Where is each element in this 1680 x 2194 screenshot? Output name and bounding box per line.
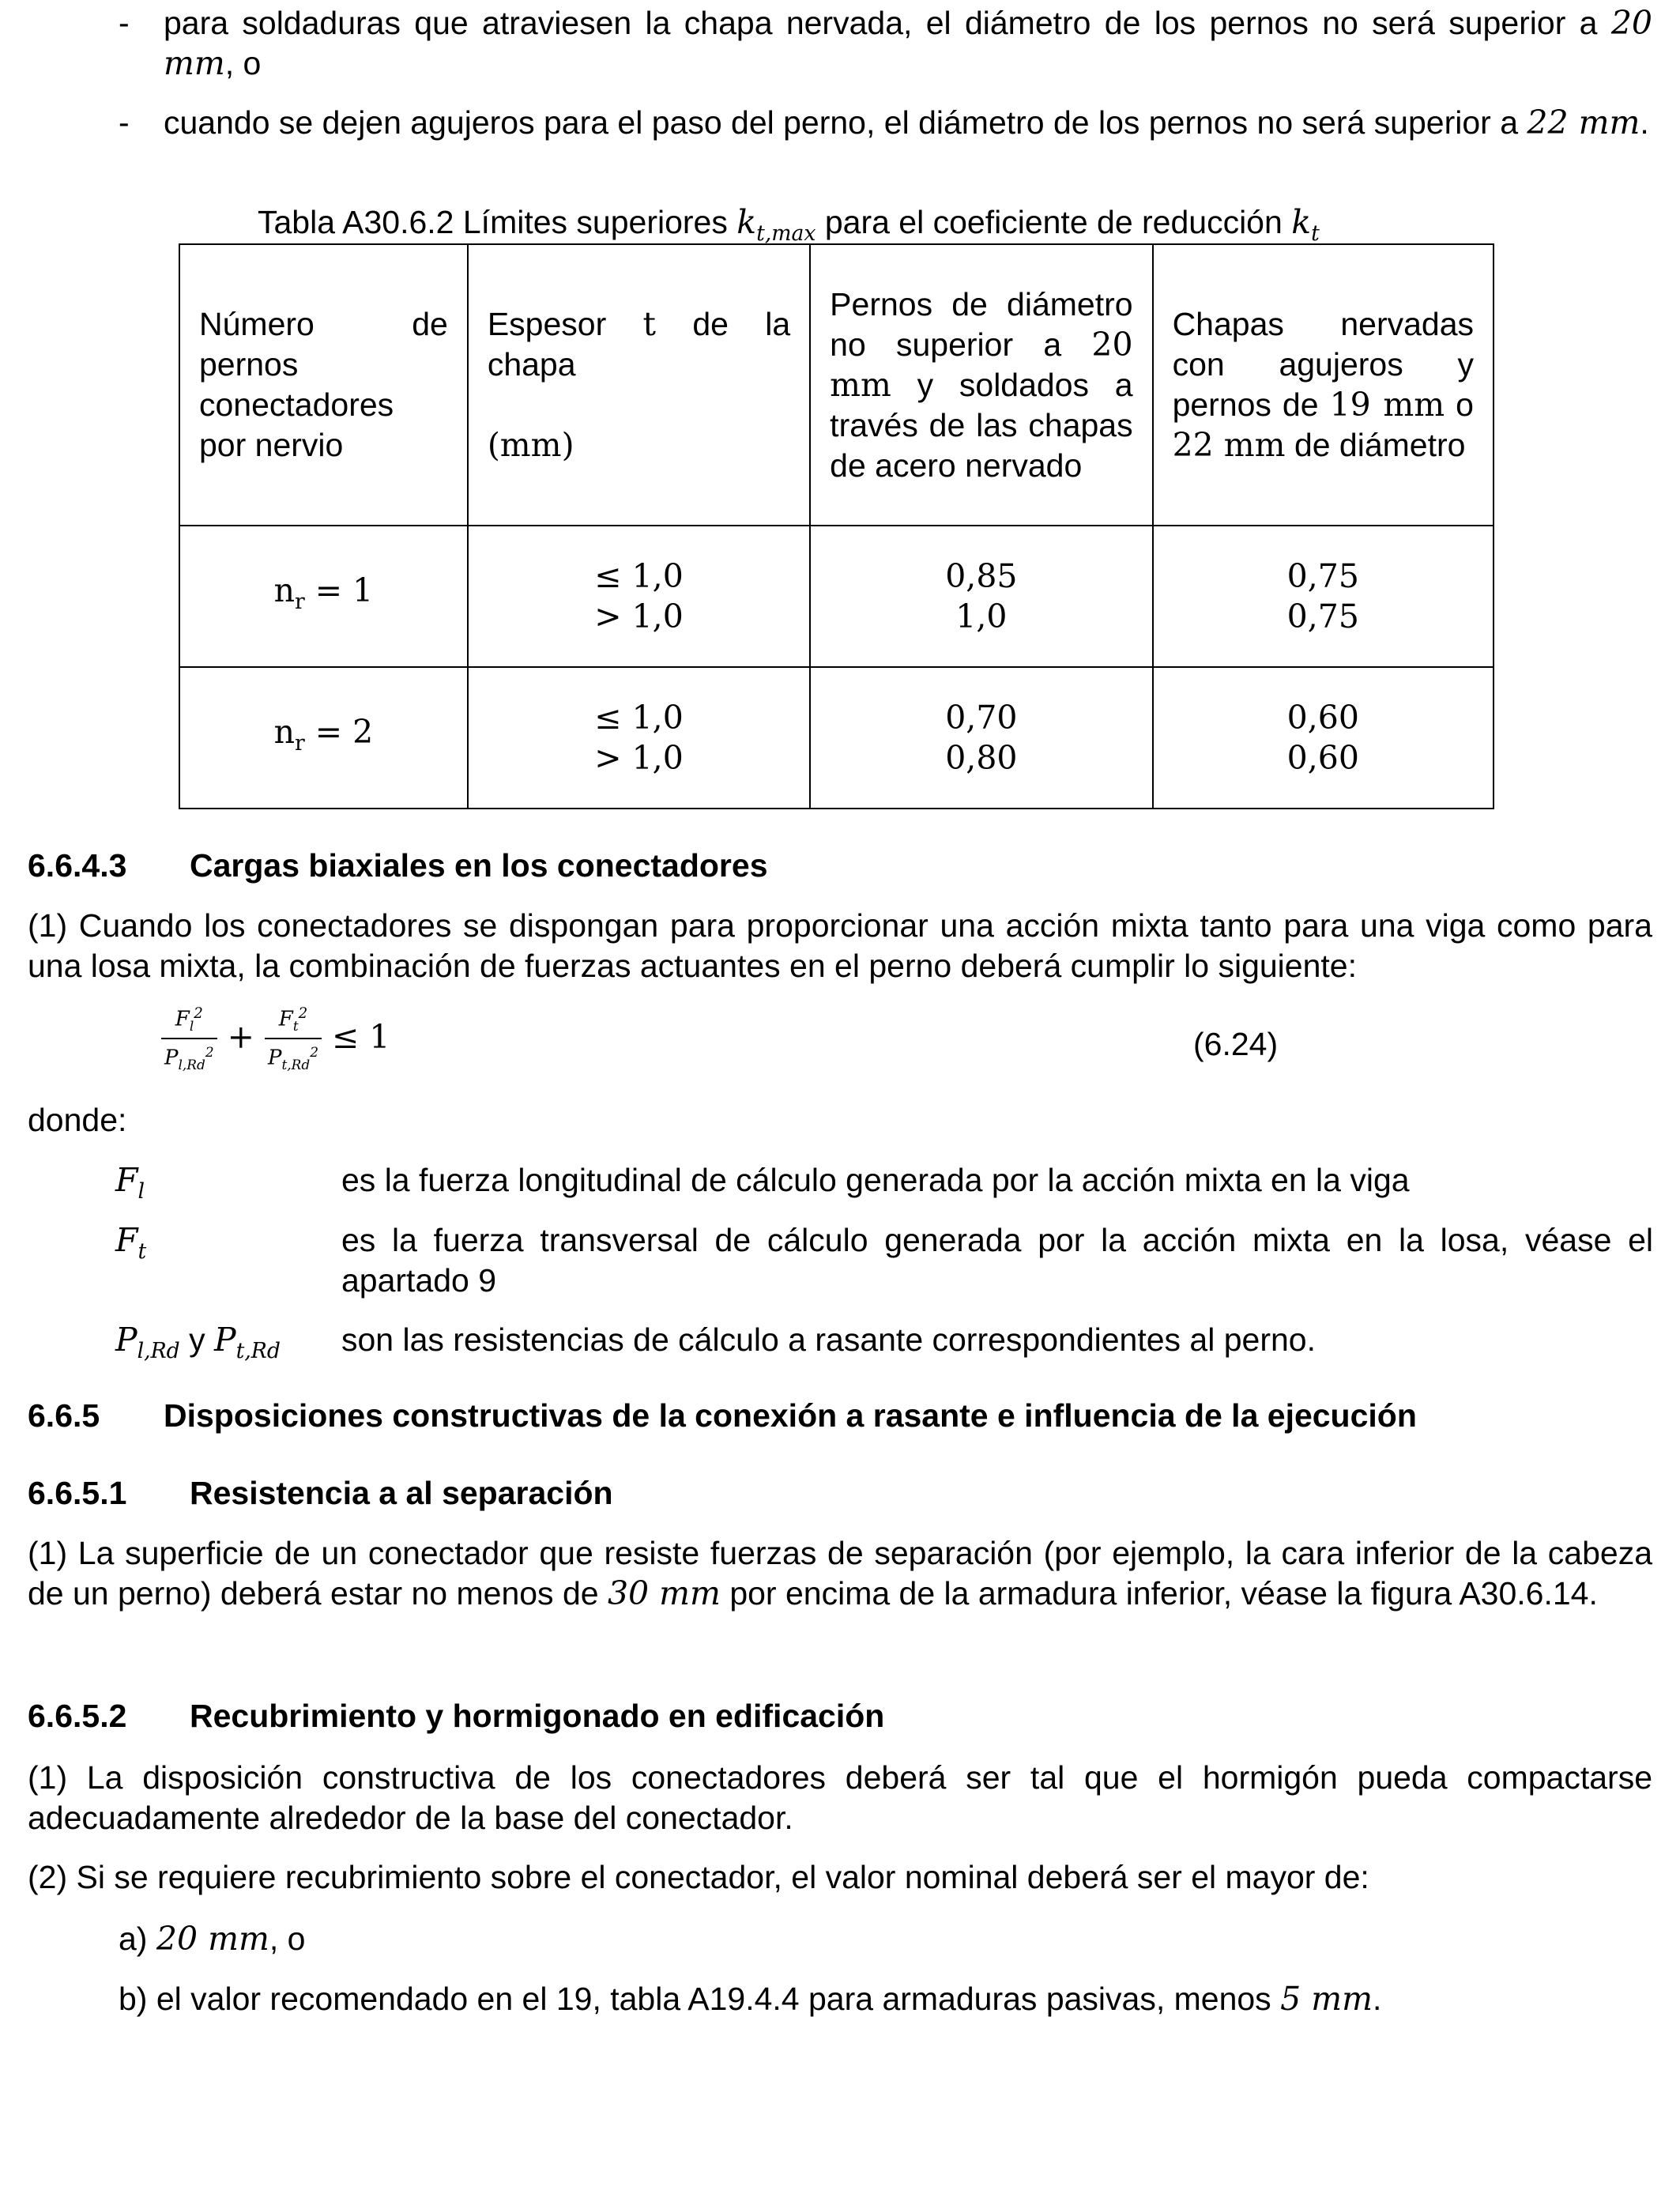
section-title: Cargas biaxiales en los conectadores (190, 847, 768, 884)
list-item: b) el valor recomendado en el 19, tabla A19.4.4 para armaduras pasivas, menos 5 mm. (119, 1980, 1382, 2018)
paragraph: (1) Cuando los conectadores se dispongan para proporcionar una acción mixta tanto para una viga como para una losa mixta, la combinación de fuerzas actuantes en el perno deberá cumplir lo siguiente: (28, 907, 1652, 984)
bullet-tail: , o (224, 45, 262, 81)
col4-cell: 0,60 0,60 (1153, 667, 1494, 809)
section-number: 6.6.4.3 (28, 847, 127, 884)
list-item: a) 20 mm, o (119, 1920, 306, 1958)
header-col1: Número de pernos conectadores por nervio (179, 244, 468, 526)
def-symbol: $F_t$ (115, 1221, 147, 1265)
header-col4: Chapas nervadas con agujeros y pernos de 19 mm o 22 mm de diámetro (1153, 244, 1494, 526)
equation: $\frac{F_l^2}{P_{l,Rd}^2}$ + $\frac{F_t^2}{P_{t,Rd}^2}$ ≤ 1 (161, 1002, 390, 1077)
def-text: es la fuerza longitudinal de cálculo generada por la acción mixta en la viga (341, 1162, 1410, 1198)
def-symbol: $P_{l,Rd}$ y $P_{t,Rd}$ (115, 1321, 281, 1364)
thickness-cell: ≤ 1,0 > 1,0 (468, 526, 810, 667)
thickness-cell: ≤ 1,0 > 1,0 (468, 667, 810, 809)
bullet-item (164, 103, 1652, 143)
paragraph: (1) La disposición constructiva de los conectadores deberá ser tal que el hormigón pueda compactarse adecuadamente alrededor de la base del conectador. (28, 1759, 1652, 1836)
paragraph: (2) Si se requiere recubrimiento sobre el conectador, el valor nominal deberá ser el mayor de: (28, 1859, 1369, 1895)
bullet-tail: . (1640, 104, 1649, 141)
fraction: $\frac{F_t^2}{P_{t,Rd}^2}$ (265, 1002, 322, 1077)
caption-symbol: $k_{t,max}$ (736, 203, 816, 247)
table-header-row (179, 244, 1494, 526)
col3-cell: 0,85 1,0 (810, 526, 1152, 667)
bullet-value: 22 mm (1527, 104, 1640, 141)
section-number: 6.6.5 (28, 1397, 100, 1434)
def-text: es la fuerza transversal de cálculo generada por la acción mixta en la losa, véase el apartado 9 (341, 1222, 1653, 1299)
caption-text: Tabla A30.6.2 Límites superiores (258, 204, 728, 240)
col3-cell: 0,70 0,80 (810, 667, 1152, 809)
def-text: son las resistencias de cálculo a rasante correspondientes al perno. (341, 1321, 1316, 1358)
section-title: Recubrimiento y hormigonado en edificación (190, 1698, 885, 1734)
bullet-value: 20 mm (164, 4, 1652, 82)
equation-number: (6.24) (1193, 1026, 1279, 1062)
header-col3: Pernos de diámetro no superior a 20 mm y soldados a través de las chapas de acero nervado (810, 244, 1152, 526)
nr-cell: $n_r = 1$ (179, 526, 468, 667)
section-number: 6.6.5.1 (28, 1475, 127, 1511)
bullet-dash: - (119, 104, 130, 141)
section-number: 6.6.5.2 (28, 1698, 127, 1734)
bullet-dash: - (119, 5, 130, 41)
table-row (179, 667, 1494, 809)
kt-max-table (179, 243, 1494, 809)
paragraph: (1) La superficie de un conectador que resiste fuerzas de separación (por ejemplo, la cara inferior de la cabeza de un perno) deberá estar no menos de 30 mm por encima de la armadura inferior, véase la figura A30.6.14. (28, 1535, 1652, 1612)
col4-cell: 0,75 0,75 (1153, 526, 1494, 667)
fraction: $\frac{F_l^2}{P_{l,Rd}^2}$ (161, 1002, 217, 1077)
bullet-text: para soldaduras que atraviesen la chapa nervada, el diámetro de los pernos no será superior a (164, 5, 1598, 41)
nr-cell: $n_r = 2$ (179, 667, 468, 809)
caption-text-2: para el coeficiente de reducción (824, 204, 1283, 240)
caption-symbol-2: $k_t$ (1291, 203, 1320, 247)
section-title: Resistencia a al separación (190, 1475, 613, 1511)
bullet-item (164, 3, 1652, 84)
bullet-text: cuando se dejen agujeros para el paso del perno, el diámetro de los pernos no será superior a (164, 104, 1518, 141)
def-symbol: $F_l$ (115, 1161, 145, 1204)
table-row (179, 526, 1494, 667)
donde-label: donde: (28, 1102, 127, 1138)
section-title: Disposiciones constructivas de la conexión a rasante e influencia de la ejecución (164, 1397, 1417, 1434)
header-col2: Espesor t de la chapa (mm) (468, 244, 810, 526)
